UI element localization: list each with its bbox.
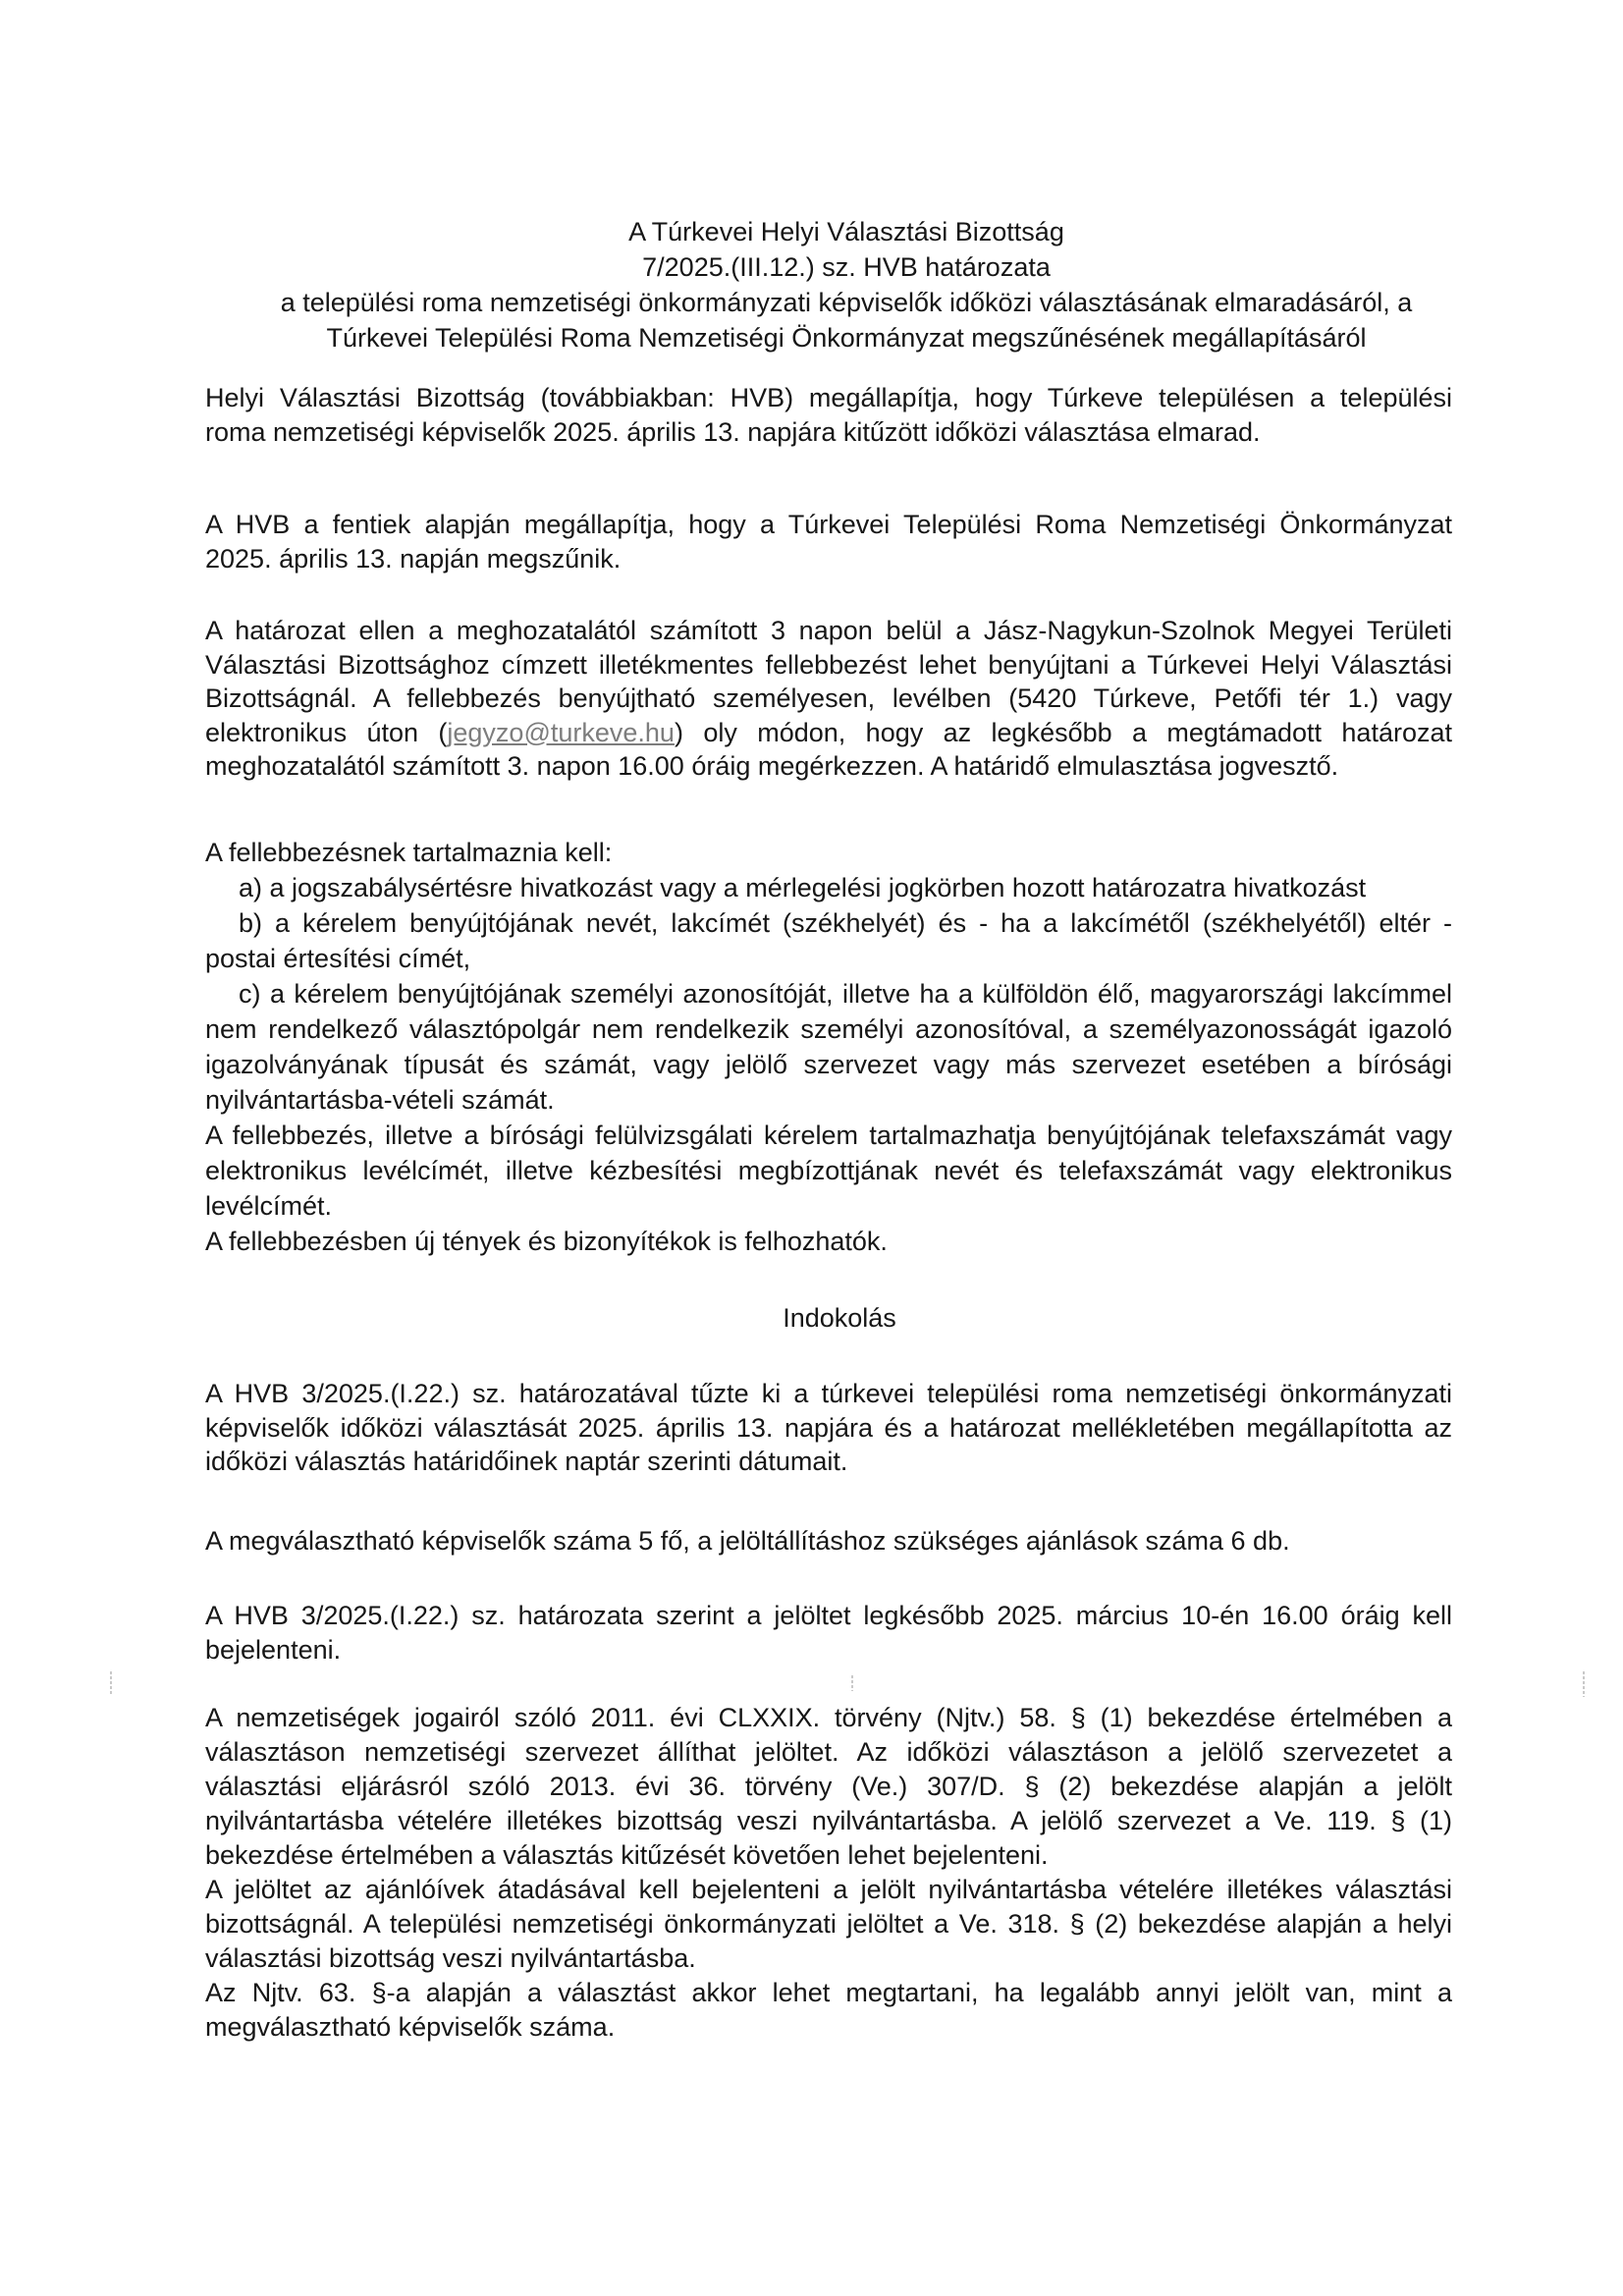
text-line: A HVB 3/2025.(I.22.) sz. határozata szerint a jelöltet legkésőbb 2025. március 10-én 16.00 óráig kell [205, 1601, 1452, 1630]
optional-contents-line: levélcímét. [205, 1191, 333, 1221]
reasoning-paragraph-2 [205, 1524, 1452, 1558]
text-line: bekezdése értelmében a választás kitűzését követően lehet bejelenteni. [205, 1840, 1049, 1870]
requirement-item-c-continued: nem rendelkező választópolgár nem rendelkezik személyi azonosítóval, a személyazonosságát igazoló [205, 1014, 1452, 1044]
text-line: bizottságnál. A települési nemzetiségi önkormányzati jelöltet a Ve. 318. § (2) bekezdése alapján a helyi [205, 1909, 1452, 1939]
text-line: Helyi Választási Bizottság (továbbiakban: HVB) megállapítja, hogy Túrkeve településen a települési [205, 383, 1452, 412]
scan-mark [1583, 1671, 1585, 1697]
requirement-item-c-continued: nyilvántartásba-vételi számát. [205, 1085, 555, 1115]
decision-termination-paragraph [205, 508, 1452, 575]
text-line [205, 716, 1452, 750]
text-line: Az Njtv. 63. §-a alapján a választást akkor lehet megtartani, ha legalább annyi jelölt van, mint a [205, 1978, 1452, 2007]
text-line: választáson nemzetiségi szervezet állíthat jelöltet. Az időközi választáson a jelölő szervezetet a [205, 1737, 1452, 1767]
text-line: Bizottságnál. A fellebbezés benyújtható személyesen, levélben (5420 Túrkeve, Petőfi tér 1.) vagy [205, 683, 1452, 713]
requirement-item-b-continued: postai értesítési címét, [205, 944, 471, 973]
text-line: megválasztható képviselők száma. [205, 2012, 616, 2042]
text-line: képviselők időközi választását 2025. április 13. napjára és a határozat mellékletében megállapította az [205, 1412, 1452, 1443]
appeal-info-paragraph [205, 614, 1452, 784]
scan-mark [110, 1671, 112, 1695]
text-line: A határozat ellen a meghozatalától számított 3 napon belül a Jász-Nagykun-Szolnok Megyei Területi [205, 616, 1452, 645]
text-line: A HVB a fentiek alapján megállapítja, hogy a Túrkevei Települési Roma Nemzetiségi Önkormányzat [205, 510, 1452, 539]
text-line: 2025. április 13. napján megszűnik. [205, 543, 622, 574]
text-line: A jelöltet az ajánlóívek átadásával kell bejelenteni a jelölt nyilvántartásba vételére illetékes választási [205, 1875, 1452, 1904]
email-link[interactable]: jegyzo@turkeve.hu [447, 717, 675, 747]
text-line: nyilvántartásba vételére illetékes bizottság veszi nyilvántartásba. A jelölő szervezet a Ve. 119. § (1) [205, 1806, 1452, 1835]
document-header [218, 214, 1475, 355]
text-line: A megválasztható képviselők száma 5 fő, a jelöltállításhoz szükséges ajánlások száma 6 db. [205, 1526, 1290, 1556]
requirement-item-b: b) a kérelem benyújtójának nevét, lakcímét (székhelyét) és - ha a lakcímétől (székhelyétől) eltér - [239, 908, 1452, 938]
optional-contents-line: elektronikus levélcímét, illetve kézbesítési megbízottjának nevét és telefaxszámát vagy elektronikus [205, 1156, 1452, 1185]
requirement-item-a: a) a jogszabálysértésre hivatkozást vagy a mérlegelési jogkörben hozott határozatra hivatkozást [239, 873, 1367, 902]
text-line: választási eljárásról szóló 2013. évi 36. törvény (Ve.) 307/D. § (2) bekezdése alapján a jelölt [205, 1772, 1452, 1801]
text-line: A HVB 3/2025.(I.22.) sz. határozatával tűzte ki a túrkevei települési roma nemzetiségi önkormányzati [205, 1379, 1452, 1408]
text-line: választási bizottság veszi nyilvántartásba. [205, 1943, 696, 1973]
appeal-requirements-intro: A fellebbezésnek tartalmaznia kell: [205, 838, 613, 867]
reasoning-paragraph-3 [205, 1599, 1452, 1667]
resolution-subject-line-2: Túrkevei Települési Roma Nemzetiségi Önkormányzat megszűnésének megállapításáról [326, 323, 1367, 353]
text-line: időközi választás határidőinek naptár szerinti dátumait. [205, 1447, 848, 1476]
new-facts-line: A fellebbezésben új tények és bizonyítékok is felhozhatók. [205, 1227, 888, 1256]
text-line: bejelenteni. [205, 1634, 342, 1665]
appeal-requirements-section [205, 835, 1452, 1259]
text-line: roma nemzetiségi képviselők 2025. április 13. napjára kitűzött időközi választása elmarad. [205, 416, 1261, 447]
scan-mark [851, 1675, 853, 1691]
committee-name: A Túrkevei Helyi Választási Bizottság [628, 217, 1064, 246]
reasoning-paragraph-1 [205, 1377, 1452, 1479]
text-line: meghozatalától számított 3. napon 16.00 óráig megérkezzen. A határidő elmulasztása jogvesztő. [205, 751, 1339, 781]
decision-statement-paragraph [205, 381, 1452, 449]
reasoning-legal-basis [205, 1701, 1452, 2045]
resolution-subject-line-1: a települési roma nemzetiségi önkormányzati képviselők időközi választásának elmaradásáról, a [280, 288, 1413, 317]
text-segment: ) oly módon, hogy az legkésőbb a megtámadott határozat [674, 717, 1452, 747]
reasoning-heading: Indokolás [783, 1303, 896, 1333]
optional-contents-line: A fellebbezés, illetve a bírósági felülvizsgálati kérelem tartalmazhatja benyújtójának telefaxszámát vagy [205, 1121, 1452, 1150]
text-segment: elektronikus úton ( [205, 717, 448, 747]
requirement-item-c-continued: igazolványának típusát és számát, vagy jelölő szervezet vagy más szervezet esetében a bírósági [205, 1050, 1452, 1079]
text-line: A nemzetiségek jogairól szóló 2011. évi CLXXIX. törvény (Njtv.) 58. § (1) bekezdése értelmében a [205, 1703, 1452, 1732]
requirement-item-c: c) a kérelem benyújtójának személyi azonosítóját, illetve ha a külföldön élő, magyarországi lakcímmel [239, 979, 1452, 1009]
text-line: Választási Bizottsághoz címzett illetékmentes fellebbezést lehet benyújtani a Túrkevei Helyi Választási [205, 649, 1452, 680]
resolution-number: 7/2025.(III.12.) sz. HVB határozata [642, 252, 1051, 282]
